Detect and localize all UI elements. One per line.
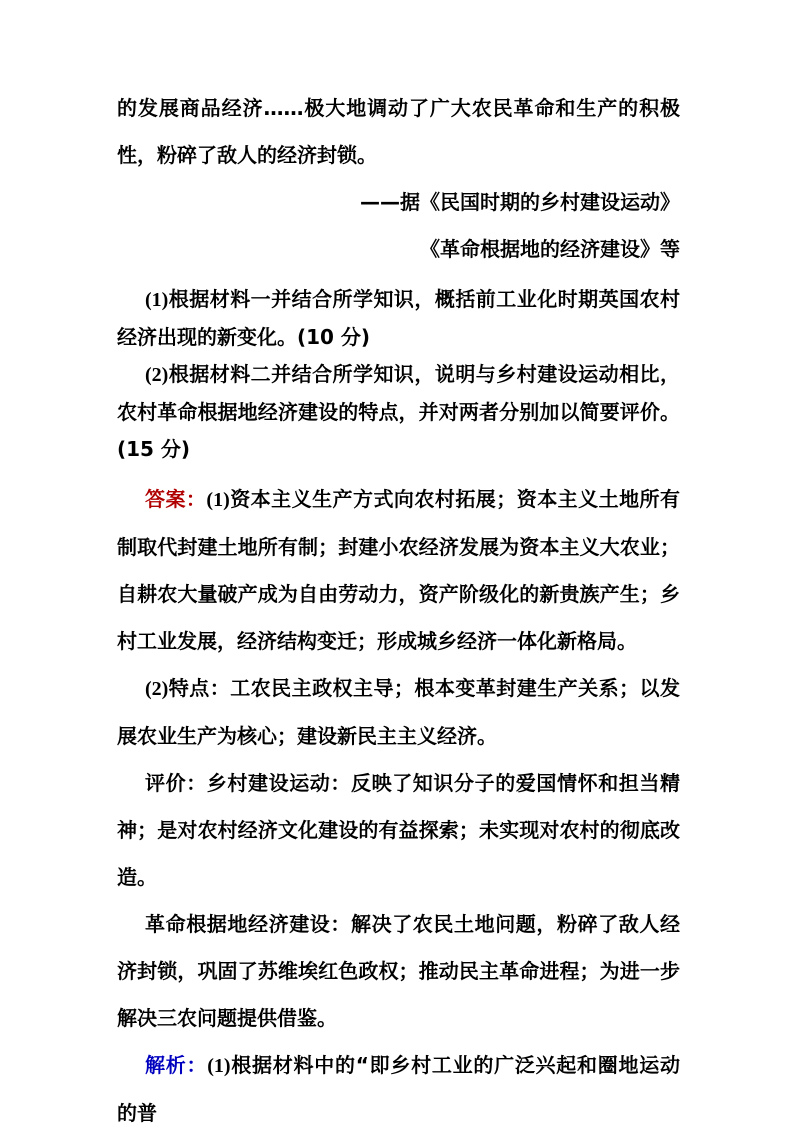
analysis-text: 根据材料中的“即乡村工业的广泛兴起和圈地运动的普	[117, 1053, 681, 1123]
answer-base-area-paragraph	[117, 901, 680, 1042]
text-block	[117, 85, 680, 1123]
question-2-text: 根据材料二并结合所学知识，说明与乡村建设运动相比，农村革命根据地经济建设的特点，并对两者分别加以简要评价。(15 分)	[117, 362, 680, 461]
question-1-text: 根据材料一并结合所学知识，概括前工业化时期英国农村经济出现的新变化。(10 分)	[117, 287, 680, 349]
answer-paragraph-2	[117, 665, 680, 760]
material-text: 的发展商品经济……极大地调动了广大农民革命和生产的积极性，粉碎了敌人的经济封锁。	[117, 96, 680, 167]
analysis-label: 解析：	[145, 1053, 208, 1077]
answer-evaluation-paragraph	[117, 760, 680, 901]
answer-base-area-text: 革命根据地经济建设：解决了农民土地问题，粉碎了敌人经济封锁，巩固了苏维埃红色政权；推动民主革命进程；为进一步解决三农问题提供借鉴。	[117, 912, 680, 1030]
source-text-1: ——据《民国时期的乡村建设运动》	[360, 190, 680, 214]
question-1	[117, 281, 680, 356]
question-1-number: (1)	[145, 289, 169, 311]
answer-label: 答案：	[145, 487, 207, 511]
answer-evaluation-text: 评价：乡村建设运动：反映了知识分子的爱国情怀和担当精神；是对农村经济文化建设的有益探索；未实现对农村的彻底改造。	[117, 771, 680, 889]
answer-part1-number: (1)	[206, 489, 230, 511]
source-citation-line-2	[117, 226, 680, 273]
material-paragraph-continuation	[117, 85, 680, 179]
answer-part1-text: 资本主义生产方式向农村拓展；资本主义土地所有制取代封建土地所有制；封建小农经济发展为资本主义大农业；自耕农大量破产成为自由劳动力，资产阶级化的新贵族产生；乡村工业发展，经济结构变迁；形成城乡经济一体化新格局。	[117, 487, 681, 653]
question-2-number: (2)	[145, 364, 169, 386]
analysis-number: (1)	[207, 1055, 231, 1077]
answer-part2-text: 特点：工农民主政权主导；根本变革封建生产关系；以发展农业生产为核心；建设新民主主义经济。	[117, 676, 680, 748]
source-text-2: 《革命根据地的经济建设》等	[420, 237, 680, 261]
analysis-paragraph	[117, 1042, 680, 1123]
source-citation-line-1	[117, 179, 680, 226]
answer-part2-number: (2)	[145, 678, 169, 700]
answer-paragraph-1	[117, 476, 680, 665]
question-2	[117, 356, 680, 468]
